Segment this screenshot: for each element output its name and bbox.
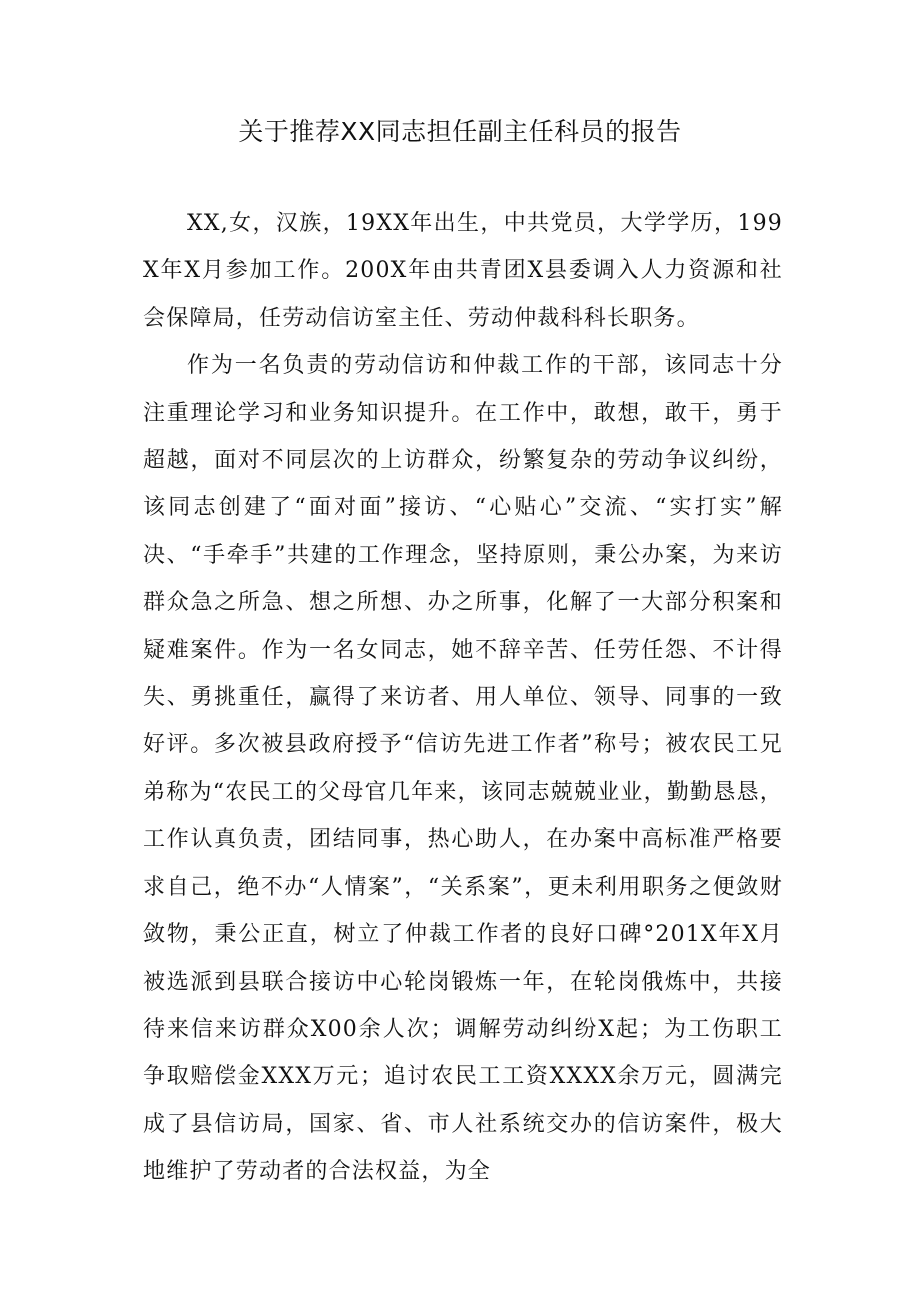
document-title: 关于推荐XX同志担任副主任科员的报告 (238, 117, 682, 146)
paragraph-work-performance: 作为一名负责的劳动信访和仲裁工作的干部，该同志十分注重理论学习和业务知识提升。在工作中，敢想，敢干，勇于超越，面对不同层次的上访群众，纷繁复杂的劳动争议纠纷，该同志创建了“面对面”接访、“心贴心”交流、“实打实”解决、“手牵手”共建的工作理念，坚持原则，秉公办案，为来访群众急之所急、想之所想、办之所事，化解了一大部分积案和疑难案件。作为一名女同志，她不辞辛苦、任劳任怨、不计得失、勇挑重任，赢得了来访者、用人单位、领导、同事的一致好评。多次被县政府授予“信访先进工作者”称号；被农民工兄弟称为“农民工的父母官几年来，该同志兢兢业业，勤勤恳恳，工作认真负责，团结同事，热心助人，在办案中高标准严格要求自己，绝不办“人情案”，“关系案”，更未利用职务之便敛财敛物，秉公正直，树立了仲裁工作者的良好口碑°201X年X月被选派到县联合接访中心轮岗锻炼一年，在轮岗俄炼中，共接待来信来访群众X00余人次；调解劳动纠纷X起；为工伤职工争取赔偿金XXX万元；追讨农民工工资XXXX余万元，圆满完成了县信访局，国家、省、市人社系统交办的信访案件，极大地维护了劳动者的合法权益，为全 (143, 353, 783, 1185)
document-body (143, 200, 783, 1196)
paragraph-personal-info: XX,女，汉族，19XX年出生，中共党员，大学学历，199X年X月参加工作。200X年由共青团X县委调入人力资源和社会保障局，任劳动信访室主任、劳动仲裁科科长职务。 (143, 211, 783, 331)
